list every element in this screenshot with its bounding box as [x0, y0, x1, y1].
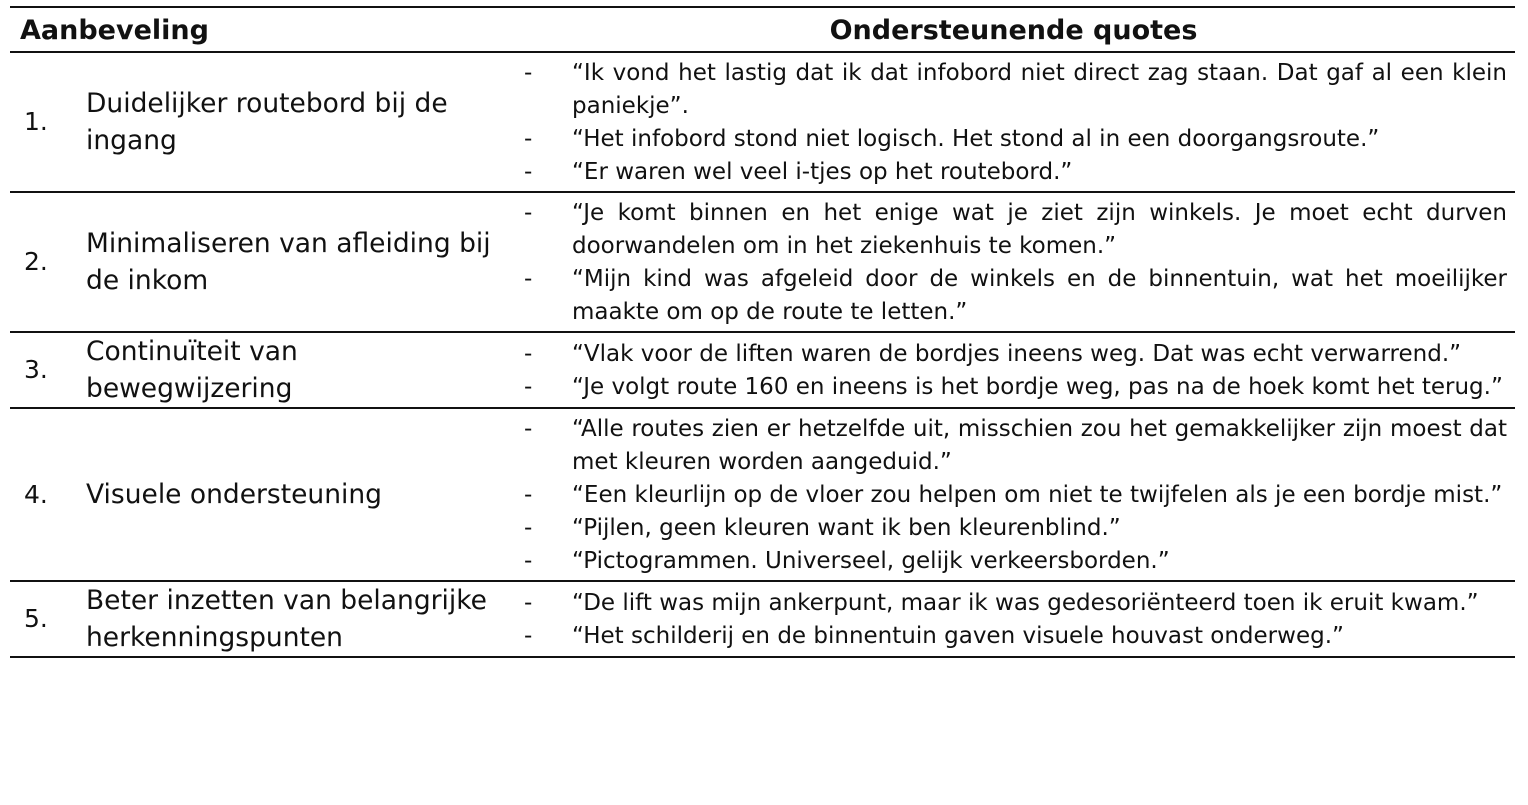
quote-text: “Alle routes zien er hetzelfde uit, misschien zou het gemakkelijker zijn moest dat met kleuren worden aangeduid.” [572, 416, 1508, 475]
recommendation-number: 5. [10, 581, 72, 657]
dash-bullet: - [524, 200, 533, 226]
recommendation-text: Continuïteit van bewegwijzering [72, 332, 512, 408]
quote-list [512, 197, 1515, 329]
table-row [10, 581, 1515, 657]
header-supporting-quotes: Ondersteunende quotes [512, 7, 1515, 52]
quote-list [512, 57, 1515, 189]
quote-item [512, 545, 1515, 578]
quote-list [512, 338, 1515, 404]
dash-bullet: - [524, 482, 533, 508]
dash-bullet: - [524, 515, 533, 541]
dash-bullet: - [524, 341, 533, 367]
quote-item [512, 620, 1515, 653]
table-row [10, 192, 1515, 332]
recommendation-text: Beter inzetten van belangrijke herkenningspunten [72, 581, 512, 657]
quote-text: “Ik vond het lastig dat ik dat infobord niet direct zag staan. Dat gaf al een klein paniekje”. [572, 60, 1508, 119]
quote-item [512, 57, 1515, 123]
table-row [10, 332, 1515, 408]
header-recommendation: Aanbeveling [10, 7, 512, 52]
quote-item [512, 156, 1515, 189]
quote-item [512, 587, 1515, 620]
recommendation-number: 3. [10, 332, 72, 408]
recommendations-table [10, 6, 1515, 658]
quote-text: “Je komt binnen en het enige wat je ziet zijn winkels. Je moet echt durven doorwandelen om in het ziekenhuis te komen.” [572, 200, 1508, 259]
dash-bullet: - [524, 416, 533, 442]
table-body [10, 52, 1515, 657]
table-header-row [10, 7, 1515, 52]
quote-item [512, 512, 1515, 545]
quote-text: “Pijlen, geen kleuren want ik ben kleurenblind.” [572, 515, 1121, 541]
dash-bullet: - [524, 623, 533, 649]
dash-bullet: - [524, 126, 533, 152]
table-row [10, 52, 1515, 192]
dash-bullet: - [524, 374, 533, 400]
dash-bullet: - [524, 266, 533, 292]
quote-item [512, 197, 1515, 263]
quote-item [512, 413, 1515, 479]
supporting-quotes-cell [512, 408, 1515, 581]
dash-bullet: - [524, 548, 533, 574]
quote-list [512, 587, 1515, 653]
dash-bullet: - [524, 60, 533, 86]
supporting-quotes-cell [512, 52, 1515, 192]
supporting-quotes-cell [512, 192, 1515, 332]
supporting-quotes-cell [512, 332, 1515, 408]
quote-text: “Het schilderij en de binnentuin gaven visuele houvast onderweg.” [572, 623, 1344, 649]
quote-text: “De lift was mijn ankerpunt, maar ik was gedesoriënteerd toen ik eruit kwam.” [572, 590, 1479, 616]
quote-text: “Pictogrammen. Universeel, gelijk verkeersborden.” [572, 548, 1170, 574]
quote-text: “Mijn kind was afgeleid door de winkels en de binnentuin, wat het moeilijker maakte om op de route te letten.” [572, 266, 1508, 325]
dash-bullet: - [524, 159, 533, 185]
recommendation-text: Minimaliseren van afleiding bij de inkom [72, 192, 512, 332]
recommendation-text: Duidelijker routebord bij de ingang [72, 52, 512, 192]
quote-item [512, 338, 1515, 371]
dash-bullet: - [524, 590, 533, 616]
quote-text: “Het infobord stond niet logisch. Het stond al in een doorgangsroute.” [572, 126, 1380, 152]
quote-list [512, 413, 1515, 578]
quote-item [512, 479, 1515, 512]
quote-text: “Er waren wel veel i-tjes op het routebord.” [572, 159, 1073, 185]
quote-text: “Je volgt route 160 en ineens is het bordje weg, pas na de hoek komt het terug.” [572, 374, 1503, 400]
quote-text: “Een kleurlijn op de vloer zou helpen om niet te twijfelen als je een bordje mist.” [572, 482, 1503, 508]
recommendation-number: 1. [10, 52, 72, 192]
table-row [10, 408, 1515, 581]
quote-item [512, 371, 1515, 404]
quote-text: “Vlak voor de liften waren de bordjes ineens weg. Dat was echt verwarrend.” [572, 341, 1462, 367]
quote-item [512, 123, 1515, 156]
recommendation-number: 4. [10, 408, 72, 581]
quote-item [512, 263, 1515, 329]
recommendation-text: Visuele ondersteuning [72, 408, 512, 581]
supporting-quotes-cell [512, 581, 1515, 657]
recommendation-number: 2. [10, 192, 72, 332]
